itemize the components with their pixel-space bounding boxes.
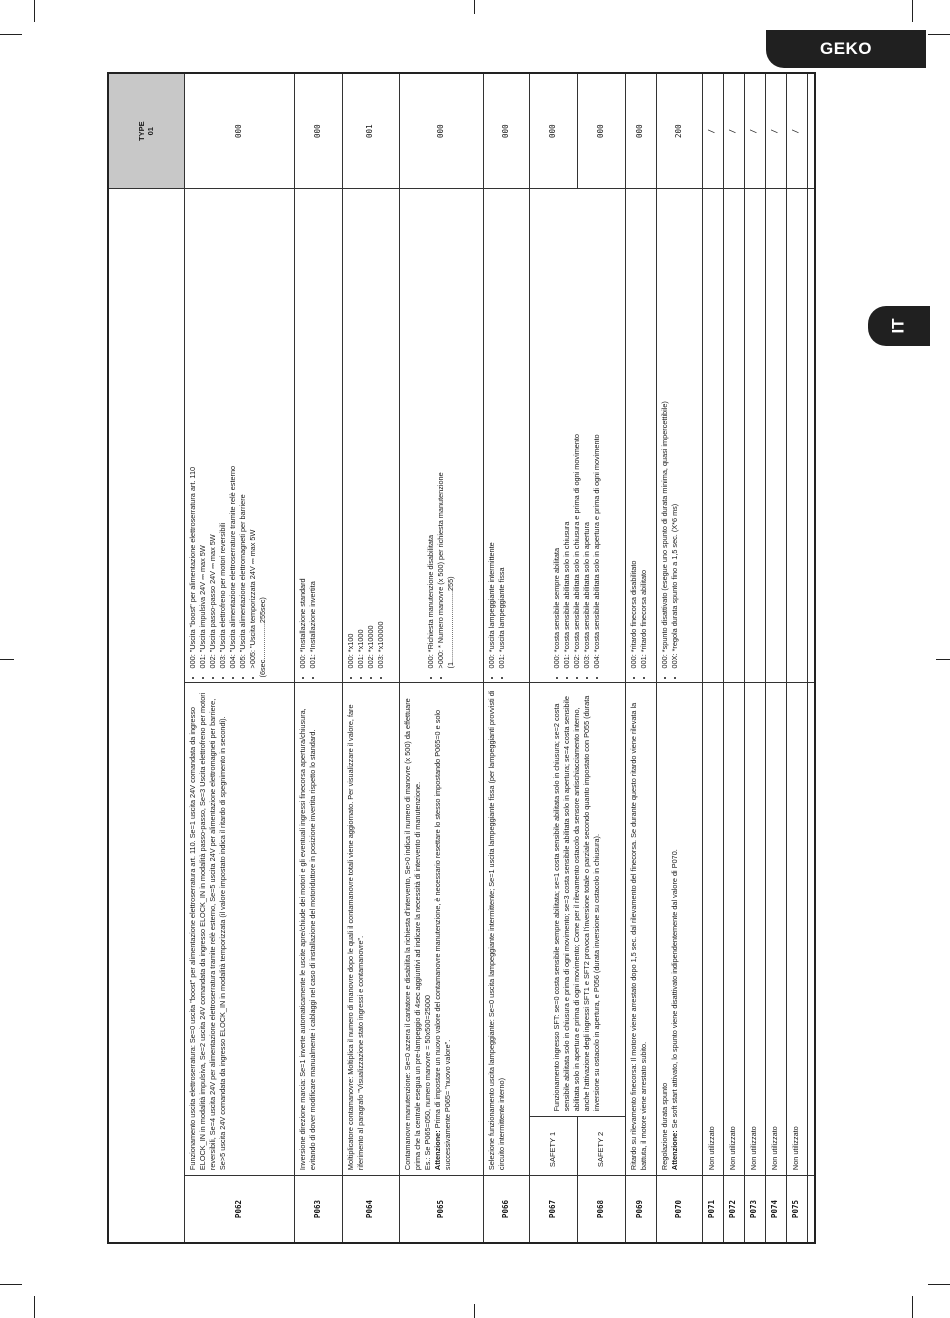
value-item: • 000: *x100 (346, 194, 356, 668)
warning-text: Se soft start attivato, lo spunto viene disattivato indipendentemente dal valore di P070. (669, 849, 679, 1131)
type-value: / (744, 73, 765, 189)
description-warning (670, 688, 680, 1170)
param-values (723, 189, 744, 683)
param-code: P064 (342, 1176, 399, 1243)
type-header: TYPE 01 (108, 73, 184, 189)
value-item: • 001: *uscita lampeggiante fissa (497, 194, 507, 668)
type-value: / (702, 73, 723, 189)
param-values (483, 189, 529, 683)
table-row (656, 73, 702, 1243)
type-value: 000 (483, 73, 529, 189)
param-description: Non utilizzato (744, 683, 765, 1176)
value-range: (6sec..................255sec) (257, 597, 267, 678)
type-value: 000 (577, 73, 625, 189)
description-title: Regolazione durata spunto (659, 1082, 669, 1171)
param-values (399, 189, 483, 683)
type-value (807, 73, 815, 189)
table-row (483, 73, 529, 1243)
language-tab-label: IT (888, 318, 908, 334)
param-description: Moltiplicatore contamanovre: Moltiplica il numero di manovre dopo le quali il contamanovre totali viene aggiornato. Per visualizzare il valore, fare riferimento al paragrafo "Visualizzazione stato ingressi e contamanovre". (342, 683, 399, 1176)
value-item: • 001: "Uscita impulsiva 24V ⎓ max 5W (198, 194, 208, 668)
param-code: P068 (577, 1176, 625, 1243)
value-item: • 004: "Uscita alimentazione elettroserrature tramite relè esterno (228, 194, 238, 668)
crop-mark (474, 1304, 475, 1318)
param-values (294, 189, 342, 683)
crop-mark (936, 659, 950, 660)
value-item: • 000: *ritardo finecorsa disabilitato (629, 194, 639, 668)
value-item: • 00X: *regola durata spunto fino a 1,5 sec. (X*6 ms) (670, 194, 680, 668)
description-warning (433, 688, 453, 1170)
table-row (723, 73, 744, 1243)
table-row (184, 73, 294, 1243)
value-item: • 005: "Uscita alimentazione elettromagneti per barriere (238, 194, 248, 668)
crop-mark (912, 0, 913, 22)
type-value: 000 (294, 73, 342, 189)
warning-text: Prima di impostare un nuovo valore del contamanovre manutenzione, è necessario resettare lo stesso impostando P065=0 e solo successivamente P065= "nuovo valore". (432, 709, 452, 1171)
param-code: P063 (294, 1176, 342, 1243)
value-item: • 002: *x10000 (366, 194, 376, 668)
param-values (807, 189, 815, 683)
value-item: • 003: "Uscita elettrofreno per motori reversibili (218, 194, 228, 668)
value-item: • 003: *costa sensibile abilitata solo in apertura (582, 194, 592, 668)
table-row (529, 73, 577, 1243)
param-description: Non utilizzato (702, 683, 723, 1176)
value-item: • 000: *spunto disattivato (esegue uno spunto di durata minima, quasi impercettibile) (660, 194, 670, 668)
table-row (702, 73, 723, 1243)
value-item: • 003: *x100000 (376, 194, 386, 668)
type-value: 001 (342, 73, 399, 189)
value-item: • 002: *costa sensibile abilitata solo in chiusura e prima di ogni movimento (572, 194, 582, 668)
param-description: Selezione funzionamento uscita lampeggiante: Se=0 uscita lampeggiante intermittente; Se=1 uscita lampeggiante fissa (per lampeggianti provvisti di circuito intermittente interno) (483, 683, 529, 1176)
type-value: 000 (529, 73, 577, 189)
param-description (807, 683, 815, 1176)
description-text: Contamanovre manutenzione: Se=0 azzera il cantatore e disabilita la richiesta d'intervento, Se>0 indica il numero di manovre (x 500) da effettuare prima che la centrale esegua un pre-lampeggio di 4sec aggiuntivi ad indicare la necessità di intervento di manutenzione. (402, 698, 422, 1171)
table-row (342, 73, 399, 1243)
table-row (744, 73, 765, 1243)
table-header-row (108, 73, 184, 1243)
param-description: Non utilizzato (765, 683, 786, 1176)
safety-label: SAFETY 1 (529, 1117, 577, 1176)
param-code: P072 (723, 1176, 744, 1243)
param-values (702, 189, 723, 683)
param-description: Non utilizzato (786, 683, 807, 1176)
value-item: • >005: "Uscita temporizzata 24V ⎓ max 5W (248, 194, 258, 668)
crop-mark (34, 0, 35, 22)
value-item: • 000: *costa sensibile sempre abilitata (552, 194, 562, 668)
param-values (184, 189, 294, 683)
value-item: • 000: *uscita lampeggiante intermittente (487, 194, 497, 668)
type-value: 000 (625, 73, 656, 189)
param-values (529, 189, 625, 683)
table-row (765, 73, 786, 1243)
param-code: P062 (184, 1176, 294, 1243)
crop-mark (474, 0, 475, 14)
value-item: • 004: *costa sensibile abilitata solo in apertura e prima di ogni movimento (592, 194, 602, 668)
param-values (765, 189, 786, 683)
param-values (625, 189, 656, 683)
value-item: • 001: *Installazione invertita (308, 194, 318, 668)
param-description: Funzionamento ingresso SFT: se=0 costa sensibile sempre abilitata; se=1 costa sensibile abilitata solo in chiusura; se=2 costa sensibile abilitata solo in chiusura e prima di ogni movimento; se=3 costa sensibile abilitata solo in apertura; se=4 costa sensibile abilitata solo in apertura e prima di ogni movimento; Come per il rilevamento ostacolo da sensore antischiacciamento interno, anche l'attivazione degli ingressi SFT1 e SFT2 provoca l'inversione totale o parziale secondo quanto impostato con P055 (durata inversione su ostacolo in apertura, e P056 (durata inversione su ostacolo in chiusura). (529, 683, 625, 1117)
crop-mark (0, 1284, 22, 1285)
type-value: 000 (184, 73, 294, 189)
param-values (342, 189, 399, 683)
crop-mark (928, 1284, 950, 1285)
param-values (786, 189, 807, 683)
type-value: 200 (656, 73, 702, 189)
param-description: Ritardo su rilevamento finecorsa: Il motore viene arrestato dopo 1,5 sec. dal rilevamento del finecorsa. Se durante questo ritardo viene rilevata la battuta, il motore viene arrestato subito. (625, 683, 656, 1176)
param-code: P066 (483, 1176, 529, 1243)
table-row (786, 73, 807, 1243)
warning-label: Attenzione: (669, 1130, 679, 1171)
param-code: P065 (399, 1176, 483, 1243)
param-description: Inversione direzione marcia: Se=1 inverte automaticamente le uscite apre/chiude dei motori e gli eventuali ingressi finecorsa apertura/chiusura, evitando di dover modificare manualmente i cablaggi nel caso di installazione del motoriduttore in posizione invertita rispetto lo standard. (294, 683, 342, 1176)
param-description: Funzionamento uscita elettroserratura: Se=0 uscita "boost" per alimentazione elettroserratura art. 110. Se=1 uscita 24V comandata da ingresso ELOCK_IN in modalità impulsiva, Se=2 uscita 24V comandata da ingresso ELOCK_IN in modalità passo-passo, Se=3 Uscita elettrofreno per motori reversibili, Se=4 uscita 24V per alimentazione elettroserratura tramite relè esterno, Se=5 uscita 24V per alimentazione elettromagneti per barriere, Se>5 uscita 24V comandata da ingresso ELOCK_IN in modalità temporizzata (il valore impostato indica il ritardo di spegnimento in secondi). (184, 683, 294, 1176)
parameter-table-container (107, 72, 801, 1244)
table-row (399, 73, 483, 1243)
value-item: • 001: *costa sensibile abilitata solo in chiusura (562, 194, 572, 668)
param-code: P070 (656, 1176, 702, 1243)
table-row-spacer (807, 73, 815, 1243)
crop-mark (0, 34, 22, 35)
warning-label: Attenzione: (432, 1130, 442, 1171)
table-row (294, 73, 342, 1243)
param-description (399, 683, 483, 1176)
table-row (625, 73, 656, 1243)
param-code: P075 (786, 1176, 807, 1243)
description-example: Es.: Se P065=050, numero manovre = 50x500=25000 (422, 995, 432, 1171)
type-value: / (765, 73, 786, 189)
value-item: • 000: *Installazione standard (298, 194, 308, 668)
param-code: P069 (625, 1176, 656, 1243)
param-code: P074 (765, 1176, 786, 1243)
crop-mark (928, 34, 950, 35)
crop-mark (0, 659, 14, 660)
parameter-table (107, 72, 816, 1244)
crop-mark (34, 1296, 35, 1318)
param-code: P067 (529, 1176, 577, 1243)
param-values (656, 189, 702, 683)
type-value: 000 (399, 73, 483, 189)
param-code (807, 1176, 815, 1243)
brand-logo: GEKO (766, 30, 926, 68)
crop-mark (912, 1296, 913, 1318)
param-values (744, 189, 765, 683)
safety-label: SAFETY 2 (577, 1117, 625, 1176)
param-description: Non utilizzato (723, 683, 744, 1176)
header-blank (108, 189, 184, 1243)
param-description (656, 683, 702, 1176)
param-code: P071 (702, 1176, 723, 1243)
value-item: • 001: *ritardo finecorsa abilitato (639, 194, 649, 668)
value-range: (1...................................255) (446, 576, 456, 669)
type-value: / (786, 73, 807, 189)
language-tab (868, 306, 930, 346)
type-value: / (723, 73, 744, 189)
value-item: • >000: * Numero manovre (x 500) per richiesta manutenzione (436, 194, 446, 668)
value-item: • 001: *x1000 (356, 194, 366, 668)
value-item: • 002: "Uscita passo-passo 24V ⎓ max 5W (208, 194, 218, 668)
param-code: P073 (744, 1176, 765, 1243)
value-item: • 000: "Uscita "boost" per alimentazione elettroserratura art. 110 (188, 194, 198, 668)
value-item: • 000: *Richiesta manutenzione disabilitata (426, 194, 436, 668)
